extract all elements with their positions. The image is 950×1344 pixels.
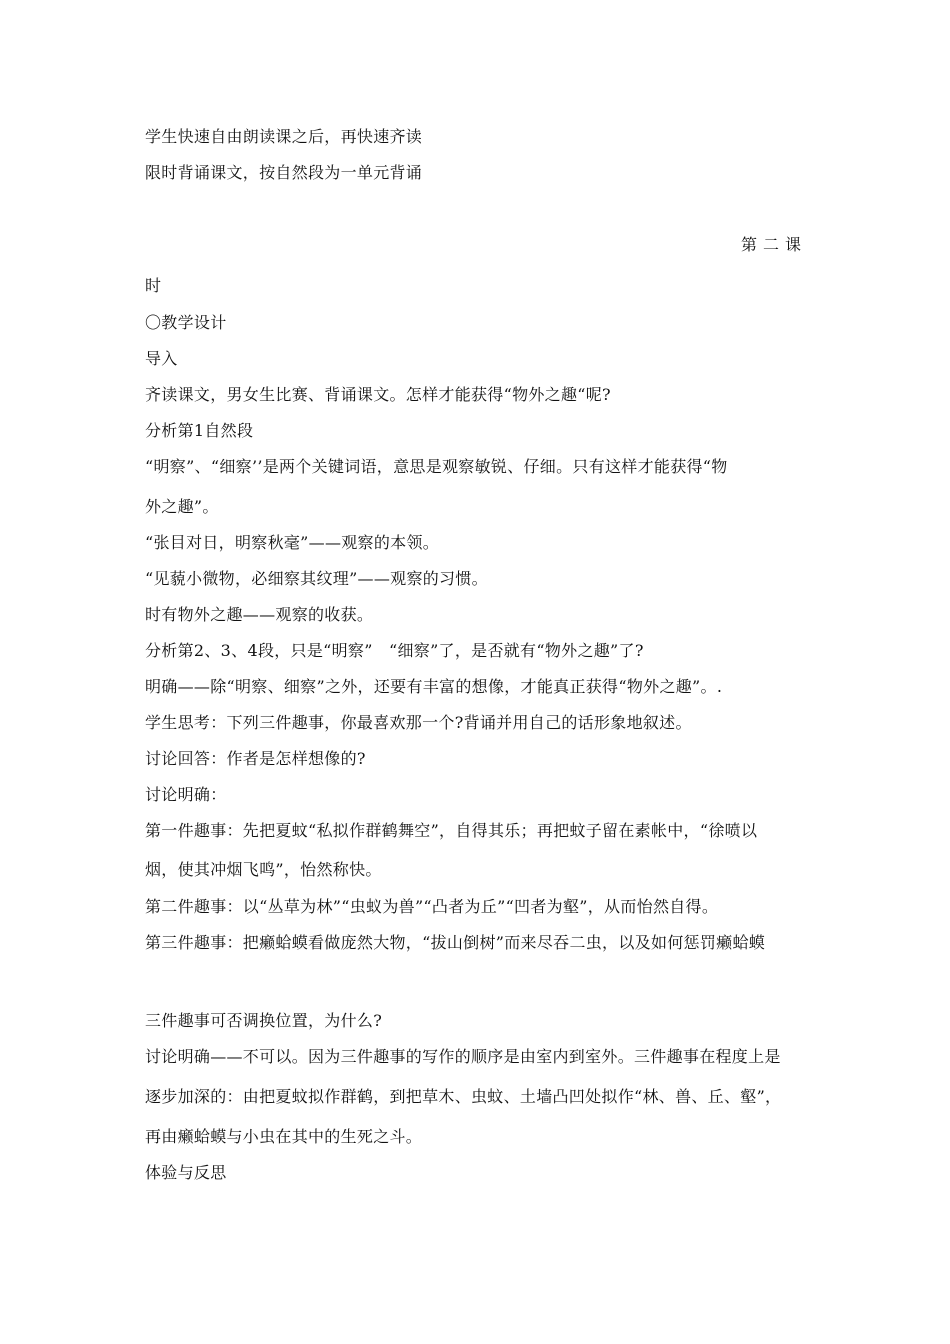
text-line: 体验与反思 [145, 1163, 227, 1182]
text-line: 明确——除“明察、细察”之外，还要有丰富的想像，才能真正获得“物外之趣”。. [145, 677, 723, 696]
text-line: 第三件趣事：把癞蛤蟆看做庞然大物，“拔山倒树”而来尽吞二虫，以及如何惩罚癞蛤蟆 [145, 933, 766, 952]
text-line: 逐步加深的：由把夏蚊拟作群鹤，到把草木、虫蚊、土墙凸凹处拟作“林、兽、丘、壑”， [145, 1087, 782, 1106]
text-line: 讨论明确——不可以。因为三件趣事的写作的顺序是由室内到室外。三件趣事在程度上是 [145, 1047, 781, 1066]
text-line: “张目对日，明察秋毫”——观察的本领。 [145, 533, 440, 552]
text-line: “明察”、“细察’’是两个关键词语，意思是观察敏锐、仔细。只有这样才能获得“物 [145, 457, 728, 476]
text-line: 分析第2、3、4段，只是“明察” “细察”了，是否就有“物外之趣”了? [145, 641, 644, 660]
text-line: 第一件趣事：先把夏蚊“私拟作群鹤舞空”，自得其乐；再把蚊子留在素帐中，“徐喷以 [145, 821, 758, 840]
text-line: “见藐小微物，必细察其纹理”——观察的习惯。 [145, 569, 488, 588]
text-line: 时 [145, 276, 162, 295]
text-line: 齐读课文，男女生比赛、背诵课文。怎样才能获得“物外之趣“呢? [145, 385, 611, 404]
text-line: 外之趣”。 [145, 497, 219, 516]
text-line: 第二件趣事：以“丛草为林”“虫蚁为兽”“凸者为丘”“凹者为壑”，从而怡然自得。 [145, 897, 719, 916]
text-line: 学生思考：下列三件趣事，你最喜欢那一个?背诵并用自己的话形象地叙述。 [145, 713, 692, 732]
text-line: 分析第1自然段 [145, 421, 254, 440]
text-line: 讨论明确： [145, 785, 227, 804]
section-heading: 〇教学设计 [145, 313, 227, 332]
text-line: 时有物外之趣——观察的收获。 [145, 605, 374, 624]
text-line: 三件趣事可否调换位置，为什么? [145, 1011, 383, 1030]
lesson-heading: 第二课 [740, 235, 807, 254]
text-line: 学生快速自由朗读课之后，再快速齐读 [145, 127, 423, 146]
text-line: 再由癞蛤蟆与小虫在其中的生死之斗。 [145, 1127, 423, 1146]
text-line: 限时背诵课文，按自然段为一单元背诵 [145, 163, 423, 182]
text-line: 导入 [145, 349, 178, 368]
text-line: 讨论回答：作者是怎样想像的? [145, 749, 366, 768]
text-line: 烟，使其冲烟飞鸣”，怡然称快。 [145, 860, 382, 879]
